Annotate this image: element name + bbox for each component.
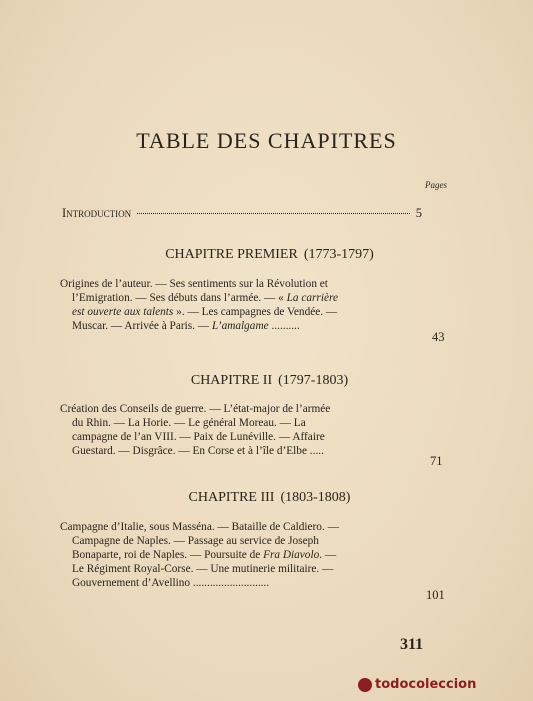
chapter-years: (1797-1803) <box>278 373 349 388</box>
introduction-entry <box>62 206 422 221</box>
chapter-title: CHAPITRE II <box>190 373 273 388</box>
chapter-page: 101 <box>426 588 445 602</box>
chapter-page: 43 <box>432 330 445 344</box>
summary-line: Campagne de Naples. — Passage au service de Joseph <box>72 535 319 548</box>
watermark-logo-icon <box>358 678 372 692</box>
summary-line: campagne de l’an VIII. — Paix de Lunéville. — Affaire <box>72 431 325 444</box>
chapter-heading <box>0 373 533 389</box>
summary-line: l’Emigration. — Ses débuts dans l’armée. — « La carrière <box>72 292 338 305</box>
folio-number: 311 <box>400 636 424 653</box>
summary-line: du Rhin. — La Horie. — Le général Moreau. — La <box>72 417 306 430</box>
page-title: TABLE DES CHAPITRES <box>136 128 397 153</box>
summary-line: Gouvernement d’Avellino ........................... <box>72 577 270 590</box>
summary-line: est ouverte aux talents ». — Les campagnes de Vendée. — <box>72 306 338 319</box>
chapter-heading <box>0 490 533 506</box>
summary-line: Bonaparte, roi de Naples. — Poursuite de Fra Diavolo. — <box>72 549 337 562</box>
summary-line: Création des Conseils de guerre. — L’état-major de l’armée <box>60 403 331 415</box>
summary-line: Origines de l’auteur. — Ses sentiments sur la Révolution et <box>60 278 328 290</box>
chapter-summary <box>60 277 418 333</box>
summary-line: Campagne d’Italie, sous Masséna. — Bataille de Caldiero. — <box>60 521 339 533</box>
chapter-heading <box>0 247 533 263</box>
introduction-label: Introduction <box>62 206 132 220</box>
watermark: todocoleccion <box>358 677 476 692</box>
chapter-page: 71 <box>430 454 443 468</box>
chapter-years: (1803-1808) <box>280 490 351 505</box>
chapter-title: CHAPITRE III <box>188 490 275 505</box>
chapter-summary <box>60 520 418 590</box>
pages-column-label: Pages <box>425 180 447 190</box>
leader-dots <box>137 213 410 214</box>
chapter-summary <box>60 402 418 458</box>
summary-line: Muscar. — Arrivée à Paris. — L’amalgame .......... <box>72 320 300 333</box>
introduction-page: 5 <box>415 206 422 220</box>
chapter-title: CHAPITRE PREMIER <box>165 247 298 262</box>
summary-line: Guestard. — Disgrâce. — En Corse et à l’île d’Elbe ..... <box>72 445 324 458</box>
summary-line: Le Régiment Royal-Corse. — Une mutinerie militaire. — <box>72 563 334 576</box>
chapter-years: (1773-1797) <box>303 247 374 262</box>
